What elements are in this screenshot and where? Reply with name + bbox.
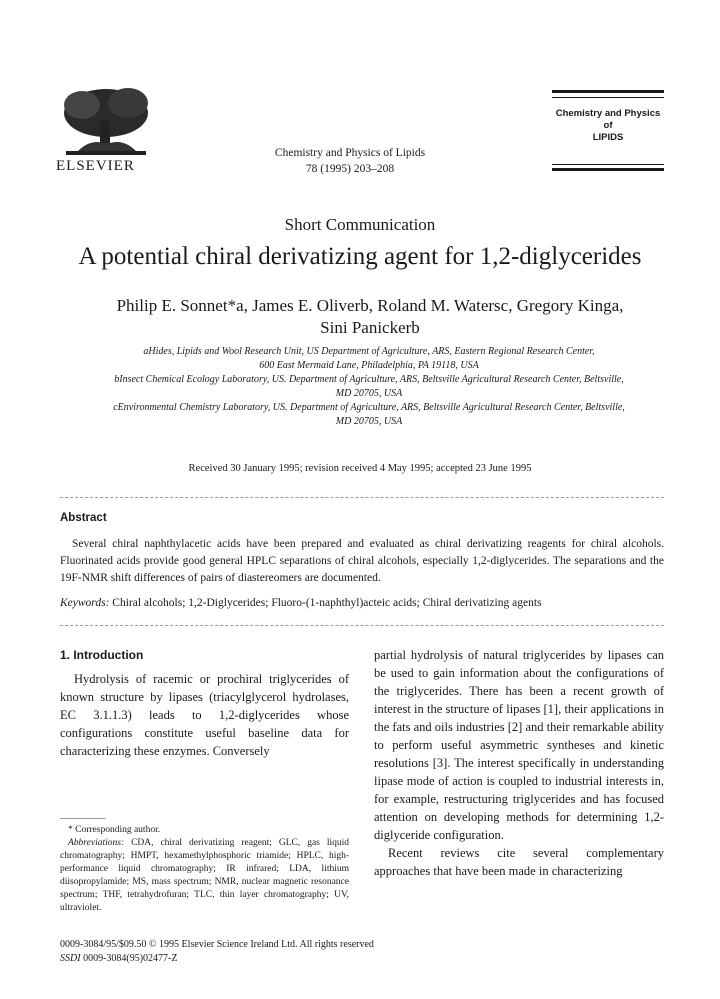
abbreviations-note — [60, 837, 349, 915]
authors-line-2: Sini Panickerb — [320, 318, 420, 337]
keywords — [60, 597, 664, 609]
affiliations — [64, 345, 674, 429]
journal-box-top-rule-thick — [552, 90, 664, 93]
journal-box-bottom-rule — [552, 164, 664, 165]
received-dates: Received 30 January 1995; revision received 4 May 1995; accepted 23 June 1995 — [188, 463, 532, 474]
keywords-list: Chiral alcohols; 1,2-Diglycerides; Fluoro-(1-naphthyl)acteic acids; Chiral derivatizing agents — [112, 597, 542, 609]
affiliation-line: 600 East Mermaid Lane, Philadelphia, PA 19118, USA — [259, 360, 479, 371]
affiliation-line: MD 20705, USA — [335, 388, 403, 399]
journal-box-line-2: of — [603, 120, 613, 131]
elsevier-tree-logo — [60, 85, 152, 157]
journal-volume: 78 (1995) 203–208 — [305, 163, 395, 175]
section-heading-introduction: 1. Introduction — [60, 648, 144, 662]
abstract-bottom-divider — [60, 625, 664, 626]
ssdi-label: SSDI — [60, 953, 81, 964]
journal-box-bottom-rule-thick — [552, 168, 664, 171]
abstract-heading: Abstract — [60, 512, 107, 524]
abbreviations-label: Abbreviations: — [68, 838, 125, 848]
corresponding-author-note: * Corresponding author. — [68, 825, 161, 835]
intro-paragraph: Hydrolysis of racemic or prochiral triglycerides of known structure by lipases (triacylglycerol hydrolases, EC 3.1.1.3) leads to 1,2-diglycerides whose configurations constitute useful baseline data for characterizing these enzymes. Conversely — [60, 672, 349, 758]
intro-paragraph: Recent reviews cite several complementary approaches that have been made in characterizing — [374, 846, 664, 878]
authors-line-1: Philip E. Sonnet*a, James E. Oliverb, Roland M. Watersc, Gregory Kinga, — [116, 296, 624, 315]
journal-box-top-rule — [552, 97, 664, 98]
abstract-text: Several chiral naphthylacetic acids have been prepared and evaluated as chiral derivatizing reagents for chiral alcohols. Fluorinated acids provide good general HPLC separations of chiral alcohols, especially 1,2-diglycerides. The separations and the 19F-NMR shift differences of pairs of diastereomers are documented. — [60, 538, 664, 584]
article-title: A potential chiral derivatizing agent for 1,2-diglycerides — [78, 243, 642, 270]
abstract-top-divider — [60, 497, 664, 498]
footnotes — [60, 824, 349, 915]
keywords-label: Keywords: — [60, 597, 110, 609]
ssdi-code: 0009-3084(95)02477-Z — [83, 953, 178, 964]
journal-box-line-1: Chemistry and Physics — [555, 108, 661, 119]
author-list — [80, 295, 660, 339]
affiliation-line: cEnvironmental Chemistry Laboratory, US. Department of Agriculture, ARS, Beltsville Agricultural Research Center, Beltsville, — [113, 402, 625, 413]
affiliation-line: bInsect Chemical Ecology Laboratory, US. Department of Agriculture, ARS, Beltsville Agricultural Research Center, Beltsville, — [114, 374, 624, 385]
journal-box-line-3: LIPIDS — [592, 132, 624, 143]
ssdi-line — [60, 952, 374, 966]
copyright-footer — [60, 938, 374, 966]
journal-reference — [245, 145, 455, 177]
intro-left-column — [60, 670, 349, 760]
abbreviations-text: CDA, chiral derivatizing reagent; GLC, gas liquid chromatography; HMPT, hexamethylphosphoric triamide; HPLC, high-performance liquid chromatography; IR infrared; LDA, lithium diisopropylamide; MS, mass spectrum; NMR, nuclear magnetic resonance spectrum; THF, tetrahydrofuran; TLC, thin layer chromatography; UV, ultraviolet. — [60, 838, 349, 913]
copyright-line: 0009-3084/95/$09.50 © 1995 Elsevier Science Ireland Ltd. All rights reserved — [60, 939, 374, 950]
section-type: Short Communication — [284, 215, 436, 234]
affiliation-line: MD 20705, USA — [335, 416, 403, 427]
journal-box-title — [552, 108, 664, 144]
affiliation-line: aHides, Lipids and Wool Research Unit, US Department of Agriculture, ARS, Eastern Regional Research Center, — [143, 346, 595, 357]
journal-name: Chemistry and Physics of Lipids — [274, 147, 426, 159]
intro-paragraph-continued: partial hydrolysis of natural triglycerides by lipases can be used to gain information about the configurations of the triglycerides. There has been a recent growth of interest in the structure of lipases [1], their applications in the fats and oils industries [2] and their remarkable ability to perform useful asymmetric syntheses and kinetic resolutions [3]. The interest specifically in understanding lipase mode of action is coupled to industrial interests in, for example, restructuring triglycerides and has focused attention on developing methods for determining 1,2-diglyceride configuration. — [374, 648, 664, 842]
intro-right-column — [374, 646, 664, 880]
footnote-rule — [60, 818, 106, 819]
publisher-name: ELSEVIER — [56, 158, 135, 174]
